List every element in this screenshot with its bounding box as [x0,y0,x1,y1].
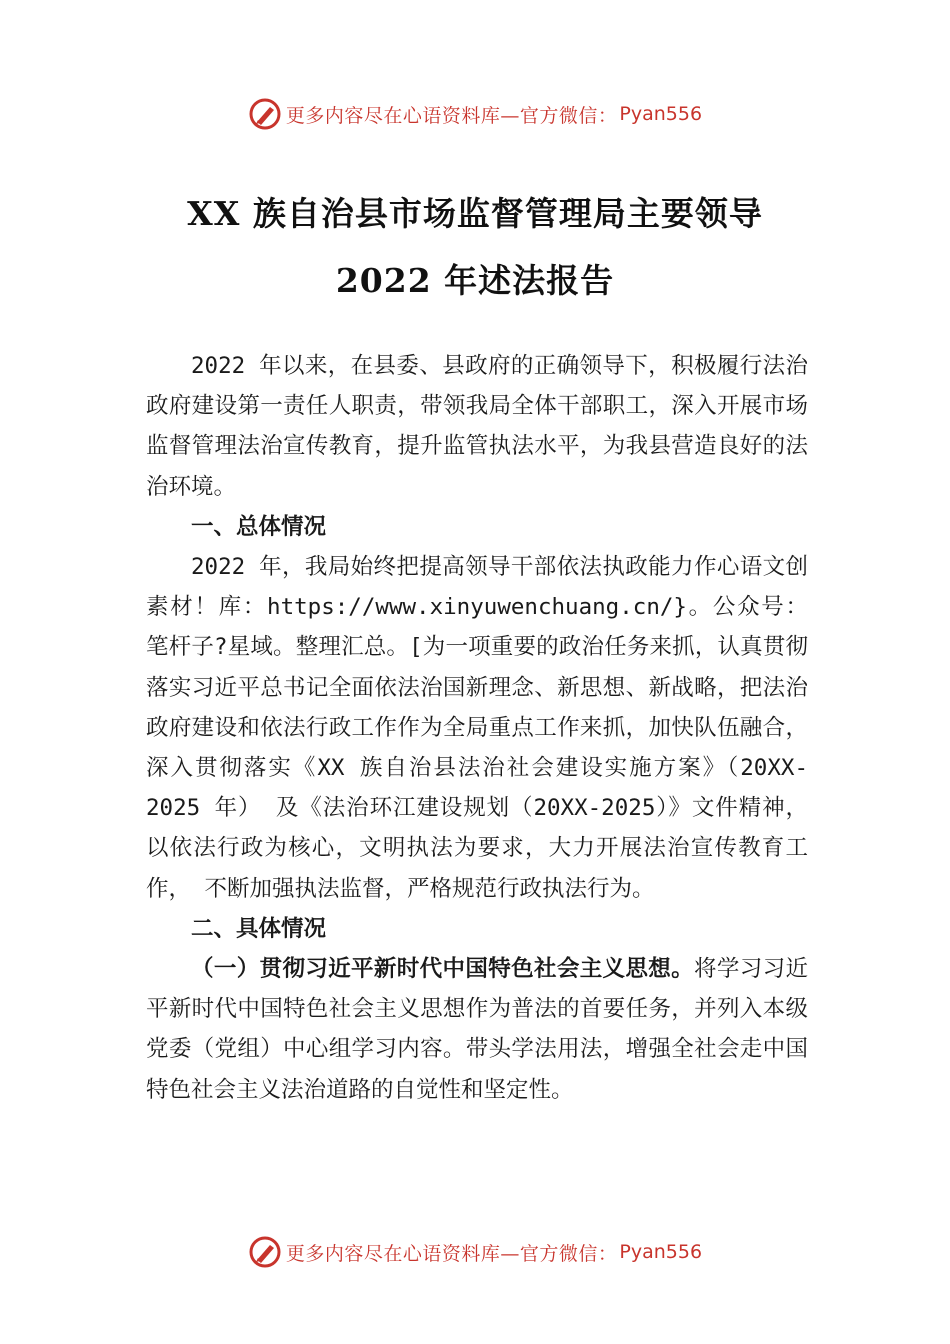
header-banner [0,94,950,134]
document-title-line-1: XX 族自治县市场监督管理局主要领导 [187,194,763,233]
pen-seal-logo-icon [248,1235,282,1269]
banner-text: 更多内容尽在心语资料库—官方微信： [285,1242,618,1265]
pen-seal-logo-icon [248,97,282,131]
section-1-paragraph: 2022 年，我局始终把提高领导干部依法执政能力作心语文创素材！库：https://www.xinyuwenchuang.cn/}。公众号：笔杆子?星域。整理汇总。[为一项重要的政治任务来抓，认真贯彻落实习近平总书记全面依法治国新理念、新思想、新战略，把法治政府建设和依法行政工作作为全局重点工作来抓，加快队伍融合，深入贯彻落实《XX 族自治县法治社会建设实施方案》（20XX-2025 年） 及《法治环江建设规划（20XX-2025）》文件精神，以依法行政为核心，文明执法为要求，大力开展法治宣传教育工作， 不断加强执法监督，严格规范行政执法行为。 [146,554,808,902]
banner-text: 更多内容尽在心语资料库—官方微信： [285,104,618,127]
document-body [146,346,808,1110]
subsection-1-text: 将学习习近平新时代中国特色社会主义思想作为普法的首要任务，并列入本级党委（党组）中心组学习内容。带头学法用法，增强全社会走中国特色社会主义法治道路的自觉性和坚定性。 [146,956,808,1103]
subsection-1-title: （一）贯彻习近平新时代中国特色社会主义思想。 [191,956,695,983]
banner-wechat-id: Pyan556 [619,1241,703,1263]
intro-paragraph: 2022 年以来，在县委、县政府的正确领导下，积极履行法治政府建设第一责任人职责，带领我局全体干部职工，深入开展市场监督管理法治宣传教育，提升监管执法水平，为我县营造良好的法治环境。 [146,353,808,500]
banner-wechat-id: Pyan556 [619,103,703,125]
document-title-line-2: 2022 年述法报告 [335,261,615,300]
section-2-heading: 二、具体情况 [191,915,327,942]
section-1-heading: 一、总体情况 [191,513,327,540]
subsection-1-paragraph [146,949,808,1110]
footer-banner [0,1232,950,1272]
